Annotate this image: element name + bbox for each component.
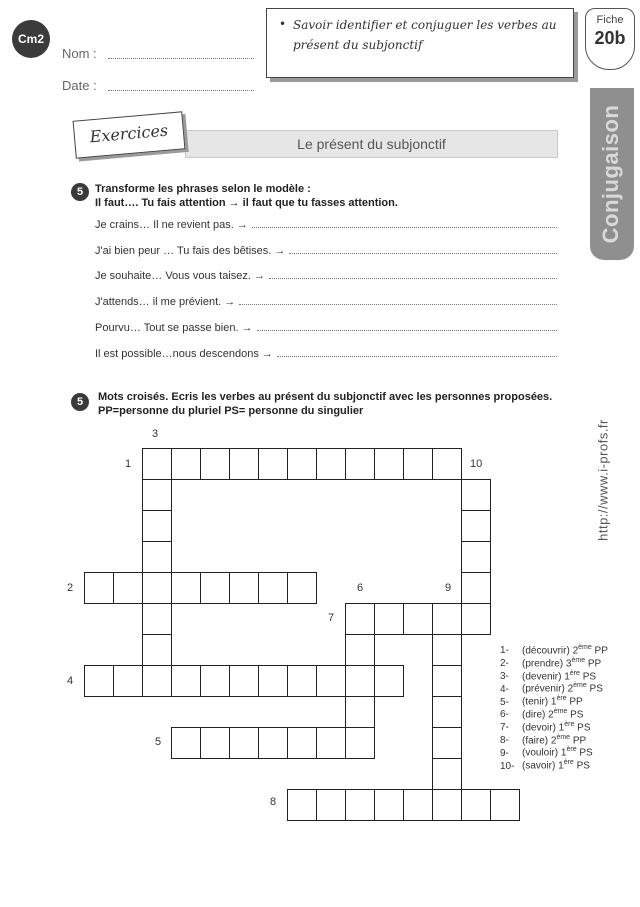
crossword-cell[interactable] — [229, 727, 259, 759]
clue-ordinal: ème — [578, 644, 592, 651]
clue-verb: (découvrir) 2 — [522, 645, 579, 657]
crossword-cell[interactable] — [461, 789, 491, 821]
name-label: Nom : — [62, 46, 97, 61]
crossword-cell[interactable] — [461, 541, 491, 573]
answer-line[interactable] — [252, 227, 557, 228]
exercise-1-instruction: Transforme les phrases selon le modèle : — [95, 183, 311, 195]
crossword-cell[interactable] — [432, 696, 462, 728]
crossword-cell[interactable] — [345, 789, 375, 821]
crossword-cell[interactable] — [113, 665, 143, 697]
exercise-1-number: 5 — [71, 183, 89, 201]
crossword-cell[interactable] — [142, 479, 172, 511]
fiche-tab — [585, 8, 635, 70]
crossword-cell[interactable] — [461, 572, 491, 604]
clue-verb: (vouloir) 1 — [522, 747, 567, 759]
crossword-label-9: 9 — [445, 582, 452, 594]
crossword-cell[interactable] — [229, 572, 259, 604]
crossword-cell[interactable] — [374, 448, 404, 480]
level-badge: Cm2 — [12, 20, 50, 58]
objective-text: Savoir identifier et conjuguer les verbes au présent du subjonctif — [293, 18, 557, 52]
clue-number: 2- — [500, 658, 509, 670]
crossword-cell[interactable] — [142, 603, 172, 635]
crossword-cell[interactable] — [200, 665, 230, 697]
clue-person: PS — [579, 670, 597, 682]
section-title: Le présent du subjonctif — [185, 130, 558, 158]
clue-item — [500, 670, 596, 682]
crossword-cell[interactable] — [432, 727, 462, 759]
clue-item — [500, 708, 583, 720]
clue-item — [500, 746, 593, 758]
crossword-cell[interactable] — [200, 448, 230, 480]
date-field[interactable] — [108, 90, 254, 91]
clue-ordinal: ère — [563, 759, 574, 767]
crossword-label-7: 7 — [328, 612, 335, 624]
clue-item — [500, 695, 583, 707]
clue-verb: (tenir) 1 — [522, 696, 557, 708]
crossword-cell[interactable] — [374, 665, 404, 697]
clue-number: 10- — [500, 760, 515, 772]
crossword-cell[interactable] — [142, 448, 172, 480]
crossword-cell[interactable] — [287, 727, 317, 759]
crossword-cell[interactable] — [461, 603, 491, 635]
crossword-cell[interactable] — [171, 727, 201, 759]
crossword-label-5: 5 — [155, 736, 162, 748]
clue-verb: (prendre) 3 — [522, 658, 572, 670]
crossword-cell[interactable] — [345, 696, 375, 728]
crossword-cell[interactable] — [316, 665, 346, 697]
crossword-cell[interactable] — [345, 665, 375, 697]
fiche-number: 20b — [594, 28, 626, 48]
date-label: Date : — [62, 78, 97, 93]
crossword-cell[interactable] — [287, 448, 317, 480]
clue-person: PP — [570, 734, 587, 746]
crossword-cell[interactable] — [403, 603, 433, 635]
exercise-2-legend: PP=personne du pluriel PS= personne du singulier — [98, 405, 364, 417]
clue-number: 4- — [500, 683, 509, 695]
crossword-cell[interactable] — [461, 510, 491, 542]
sentence-text: J'ai bien peur … Tu fais des bêtises. → — [95, 245, 286, 257]
crossword-cell[interactable] — [229, 665, 259, 697]
crossword-cell[interactable] — [142, 572, 172, 604]
crossword-cell[interactable] — [171, 665, 201, 697]
crossword-cell[interactable] — [287, 665, 317, 697]
clue-verb: (dire) 2 — [522, 709, 554, 721]
clue-number: 1- — [500, 645, 509, 657]
clue-ordinal: ème — [556, 733, 571, 741]
crossword-label-10: 10 — [470, 458, 483, 470]
crossword-cell[interactable] — [316, 727, 346, 759]
clue-number: 5- — [500, 696, 509, 708]
crossword-cell[interactable] — [345, 634, 375, 666]
crossword-label-3: 3 — [152, 428, 159, 440]
crossword-cell[interactable] — [200, 727, 230, 759]
exercise-2-number: 5 — [71, 393, 89, 411]
crossword-cell[interactable] — [142, 541, 172, 573]
crossword-cell[interactable] — [403, 448, 433, 480]
sentence-text: Je souhaite… Vous vous taisez. → — [95, 270, 265, 282]
clue-number: 7- — [500, 722, 509, 734]
crossword-cell[interactable] — [432, 634, 462, 666]
crossword-cell[interactable] — [432, 448, 462, 480]
crossword-label-2: 2 — [67, 582, 74, 594]
exercises-tag: Exercices — [73, 111, 186, 158]
clue-ordinal: ère — [564, 720, 575, 728]
clue-verb: (faire) 2 — [522, 734, 557, 746]
crossword-cell[interactable] — [171, 572, 201, 604]
crossword-cell[interactable] — [142, 510, 172, 542]
crossword-cell[interactable] — [287, 789, 317, 821]
website-url: http://www.i-profs.fr — [595, 419, 611, 541]
clue-number: 9- — [500, 747, 509, 759]
clue-verb: (savoir) 1 — [522, 760, 564, 772]
clue-person: PS — [573, 760, 590, 772]
crossword-cell[interactable] — [374, 789, 404, 821]
clue-number: 3- — [500, 670, 509, 682]
crossword-cell[interactable] — [229, 448, 259, 480]
crossword-cell[interactable] — [345, 448, 375, 480]
sentence-text: J'attends… il me prévient. → — [95, 296, 236, 308]
crossword-cell[interactable] — [258, 665, 288, 697]
clue-item — [500, 721, 591, 733]
crossword-cell[interactable] — [258, 727, 288, 759]
answer-line[interactable] — [277, 356, 557, 357]
crossword-cell[interactable] — [84, 572, 114, 604]
crossword-label-6: 6 — [357, 582, 364, 594]
sentence-row — [95, 348, 557, 360]
crossword-cell[interactable] — [432, 603, 462, 635]
clue-ordinal: ère — [556, 695, 567, 703]
clue-item — [500, 682, 603, 694]
clue-item — [500, 759, 590, 771]
sentence-row — [95, 322, 557, 334]
crossword-cell[interactable] — [142, 665, 172, 697]
crossword-cell[interactable] — [490, 789, 520, 821]
clue-ordinal: ère — [566, 746, 577, 754]
crossword-cell[interactable] — [432, 758, 462, 790]
clue-person: PS — [576, 747, 593, 759]
crossword-cell[interactable] — [258, 572, 288, 604]
sentence-text: Il est possible…nous descendons → — [95, 348, 273, 360]
crossword-cell[interactable] — [345, 727, 375, 759]
crossword-cell[interactable] — [403, 789, 433, 821]
crossword-cell[interactable] — [142, 634, 172, 666]
answer-line[interactable] — [239, 304, 557, 305]
clue-ordinal: ème — [571, 656, 586, 664]
bullet-icon: • — [279, 17, 287, 31]
clue-person: PS — [567, 709, 584, 721]
clue-person: PP — [566, 696, 583, 708]
clue-ordinal: ère — [569, 669, 580, 677]
exercise-1-model: Il faut…. Tu fais attention → il faut que tu fasses attention. — [95, 197, 398, 209]
sentence-row — [95, 270, 557, 282]
crossword-cell[interactable] — [432, 789, 462, 821]
clue-item — [500, 644, 608, 656]
clue-verb: (prévenir) 2 — [522, 683, 574, 695]
exercise-2-instruction: Mots croisés. Ecris les verbes au présent du subjonctif avec les personnes proposées. — [98, 391, 553, 403]
clue-person: PS — [586, 683, 603, 695]
crossword-cell[interactable] — [345, 603, 375, 635]
sentence-text: Pourvu… Tout se passe bien. → — [95, 322, 253, 334]
crossword-cell[interactable] — [374, 603, 404, 635]
answer-line[interactable] — [289, 253, 557, 254]
answer-line[interactable] — [269, 278, 557, 279]
clue-person: PS — [574, 722, 591, 734]
clue-verb: (devenir) 1 — [522, 670, 570, 682]
clue-ordinal: ème — [573, 682, 587, 690]
crossword-cell[interactable] — [258, 448, 288, 480]
clue-number: 6- — [500, 709, 509, 721]
clue-item — [500, 657, 601, 669]
clue-ordinal: ème — [553, 708, 568, 715]
crossword-label-8: 8 — [270, 796, 277, 808]
clue-number: 8- — [500, 734, 509, 746]
objective-box — [266, 8, 574, 78]
side-tab-label: Conjugaison — [598, 104, 623, 244]
clue-verb: (devoir) 1 — [522, 722, 565, 734]
sentence-row — [95, 296, 557, 308]
sentence-text: Je crains… Il ne revient pas. → — [95, 219, 248, 231]
crossword-cell[interactable] — [432, 665, 462, 697]
clue-person: PP — [585, 658, 602, 670]
crossword-cell[interactable] — [171, 448, 201, 480]
answer-line[interactable] — [257, 330, 557, 331]
crossword-cell[interactable] — [287, 572, 317, 604]
clue-person: PP — [591, 645, 608, 657]
sentence-row — [95, 219, 557, 231]
name-field[interactable] — [108, 58, 254, 59]
crossword-cell[interactable] — [316, 448, 346, 480]
crossword-label-1: 1 — [125, 458, 132, 470]
crossword-cell[interactable] — [461, 479, 491, 511]
crossword-cell[interactable] — [113, 572, 143, 604]
crossword-cell[interactable] — [84, 665, 114, 697]
crossword-cell[interactable] — [200, 572, 230, 604]
sentence-row — [95, 245, 557, 257]
crossword-cell[interactable] — [316, 789, 346, 821]
fiche-label: Fiche — [596, 14, 624, 26]
crossword-label-4: 4 — [67, 675, 74, 687]
clue-item — [500, 734, 586, 746]
